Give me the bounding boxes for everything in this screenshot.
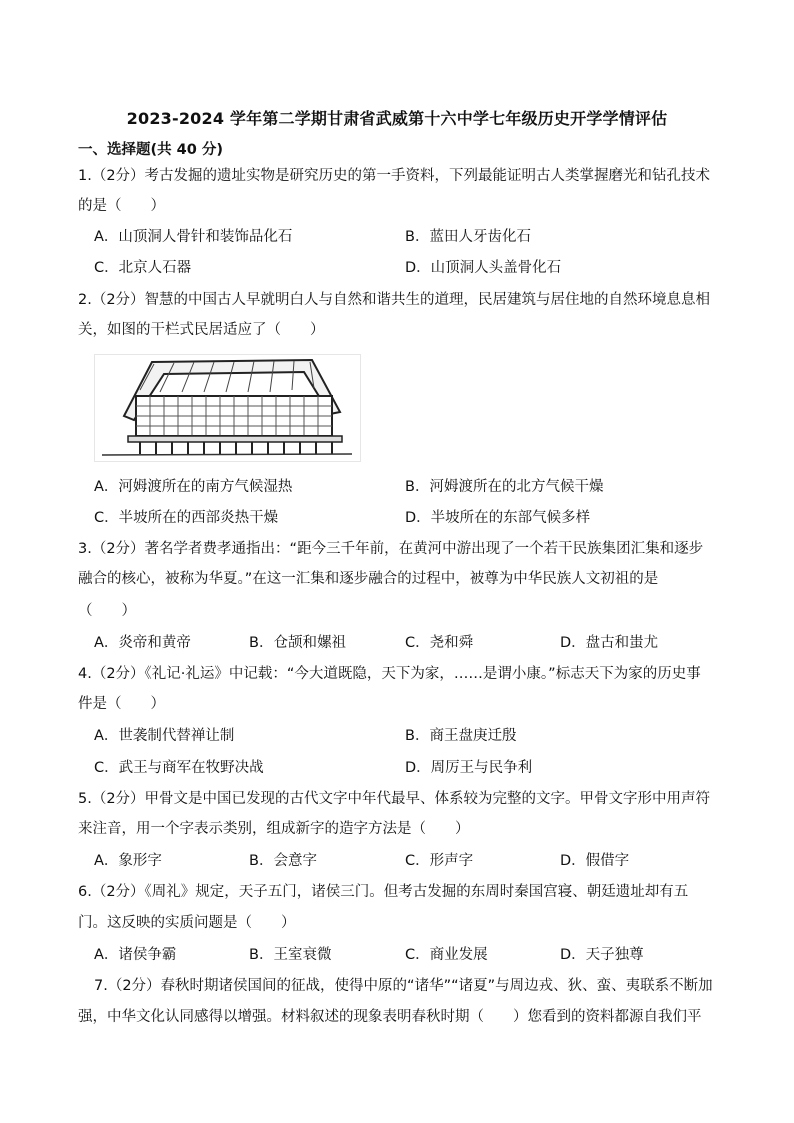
question-2-line-1: 2.（2分）智慧的中国古人早就明白人与自然和谐共生的道理，民居建筑与居住地的自然环境息息相 bbox=[78, 292, 711, 308]
question-2-line-2: 关，如图的干栏式民居适应了（ ） bbox=[78, 322, 325, 338]
question-5-option-c: C．形声字 bbox=[405, 853, 474, 869]
question-5-line-2: 来注音，用一个字表示类别，组成新字的造字方法是（ ） bbox=[78, 821, 470, 837]
question-1-option-c: C．北京人石器 bbox=[94, 260, 192, 276]
question-4-line-2: 件是（ ） bbox=[78, 696, 165, 712]
question-5-option-d: D．假借字 bbox=[560, 853, 630, 869]
question-1-option-b: B．蓝田人牙齿化石 bbox=[405, 229, 531, 245]
question-1-line-2: 的是（ ） bbox=[78, 198, 165, 214]
question-2-option-a: A．河姆渡所在的南方气候湿热 bbox=[94, 479, 293, 495]
question-3-line-2: 融合的核心，被称为华夏。”在这一汇集和逐步融合的过程中，被尊为中华民族人文初祖的是 bbox=[78, 571, 659, 587]
question-3-option-a: A．炎帝和黄帝 bbox=[94, 635, 191, 651]
question-6-option-c: C．商业发展 bbox=[405, 947, 488, 963]
question-4-line-1: 4.（2分）《礼记·礼运》中记载：“今大道既隐，天下为家，……是谓小康。”标志天下为家的历史事 bbox=[78, 666, 701, 682]
question-5-option-b: B．会意字 bbox=[249, 853, 317, 869]
question-3-option-b: B．仓颉和嫘祖 bbox=[249, 635, 346, 651]
question-4-option-b: B．商王盘庚迁殷 bbox=[405, 728, 517, 744]
question-3-line-1: 3.（2分）著名学者费孝通指出：“距今三千年前，在黄河中游出现了一个若干民族集团汇集和逐步 bbox=[78, 541, 704, 557]
question-6-line-2: 门。这反映的实质问题是（ ） bbox=[78, 915, 296, 931]
question-6-option-d: D．天子独尊 bbox=[560, 947, 644, 963]
question-2-option-d: D．半坡所在的东部气候多样 bbox=[405, 510, 591, 526]
question-7-line-2: 强，中华文化认同感得以增强。材料叙述的现象表明春秋时期（ ）您看到的资料都源自我们平 bbox=[78, 1009, 702, 1025]
question-6-option-a: A．诸侯争霸 bbox=[94, 947, 177, 963]
question-3-line-3: （ ） bbox=[78, 603, 136, 619]
stilt-house-illustration bbox=[94, 354, 361, 462]
exam-title: 2023-2024 学年第二学期甘肃省武威第十六中学七年级历史开学学情评估 bbox=[126, 109, 668, 128]
question-5-line-1: 5.（2分）甲骨文是中国已发现的古代文字中年代最早、体系较为完整的文字。甲骨文字形中用声符 bbox=[78, 791, 711, 807]
question-7-line-1: 7.（2分）春秋时期诸侯国间的征战，使得中原的“诸华”“诸夏”与周边戎、狄、蛮、夷联系不断加 bbox=[94, 978, 713, 994]
question-2-option-c: C．半坡所在的西部炎热干燥 bbox=[94, 510, 279, 526]
question-6-option-b: B．王室衰微 bbox=[249, 947, 332, 963]
question-5-option-a: A．象形字 bbox=[94, 853, 162, 869]
question-3-option-d: D．盘古和蚩尤 bbox=[560, 635, 659, 651]
question-1-option-a: A．山顶洞人骨针和装饰品化石 bbox=[94, 229, 293, 245]
question-2-option-b: B．河姆渡所在的北方气候干燥 bbox=[405, 479, 604, 495]
section-heading: 一、选择题(共 40 分) bbox=[78, 142, 224, 158]
question-4-option-d: D．周厉王与民争利 bbox=[405, 760, 533, 776]
question-4-option-a: A．世袭制代替禅让制 bbox=[94, 728, 235, 744]
question-1-line-1: 1.（2分）考古发掘的遗址实物是研究历史的第一手资料，下列最能证明古人类掌握磨光和钻孔技术 bbox=[78, 168, 711, 184]
question-6-line-1: 6.（2分）《周礼》规定，天子五门，诸侯三门。但考古发掘的东周时秦国宫寝、朝廷遗址却有五 bbox=[78, 884, 689, 900]
question-3-option-c: C．尧和舜 bbox=[405, 635, 474, 651]
question-1-option-d: D．山顶洞人头盖骨化石 bbox=[405, 260, 562, 276]
question-4-option-c: C．武王与商军在牧野决战 bbox=[94, 760, 264, 776]
